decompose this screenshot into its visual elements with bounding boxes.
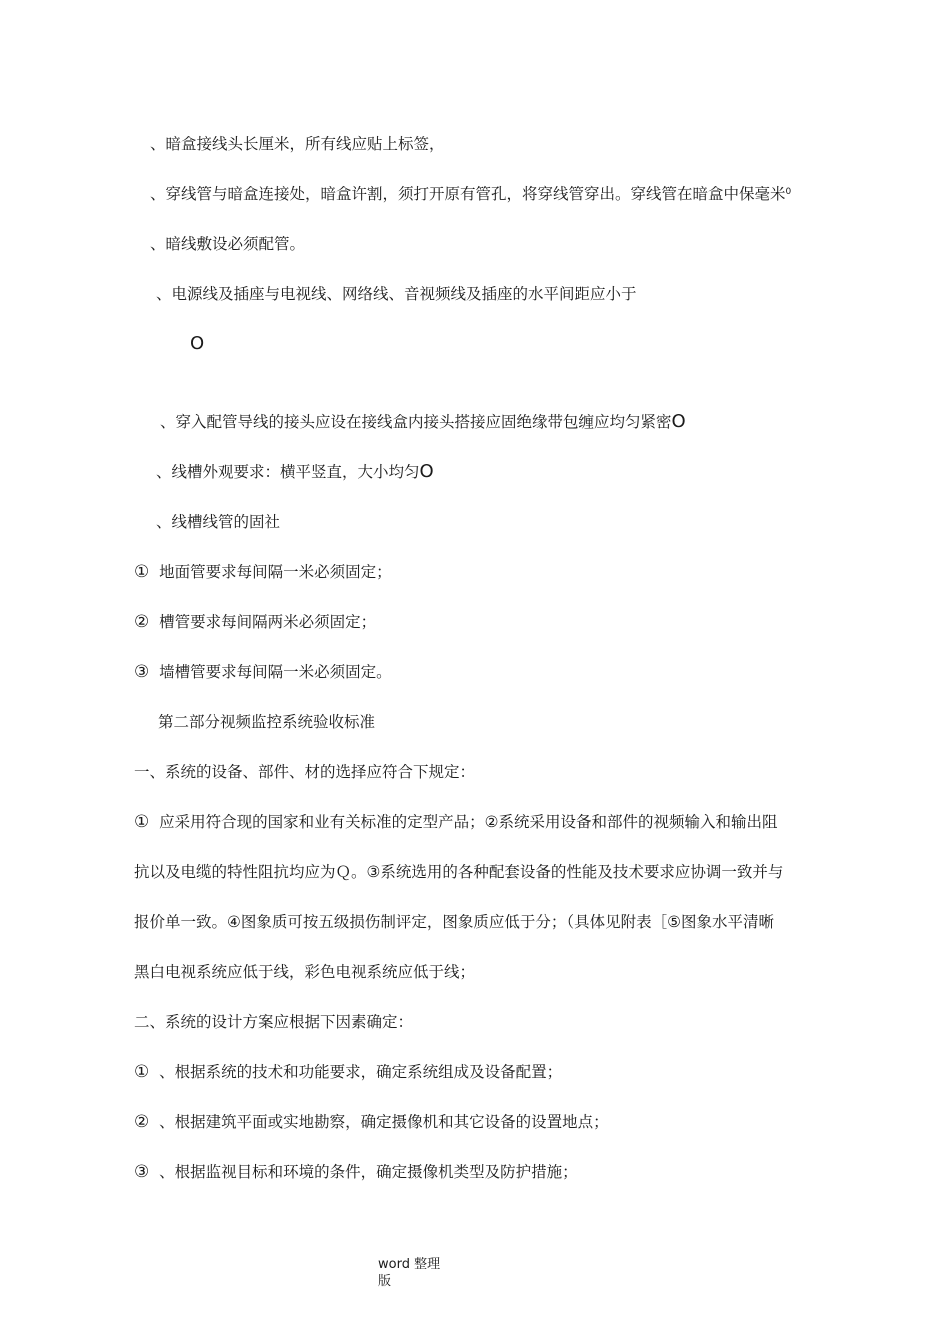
paragraph-line: 一、系统的设备、部件、材的选择应符合下规定： [134, 763, 476, 781]
section-heading: 第二部分视频监控系统验收标准 [158, 713, 376, 731]
list-item: ② 、根据建筑平面或实地勘察，确定摄像机和其它设备的设置地点； [134, 1112, 609, 1132]
list-item: ③ 、根据监视目标和环境的条件，确定摄像机类型及防护措施； [134, 1162, 578, 1182]
list-item: ③ 墙槽管要求每间隔一米必须固定。 [134, 662, 392, 682]
paragraph-line: ① 应采用符合现的国家和业有关标准的定型产品；②系统采用设备和部件的视频输入和输出阻 [134, 812, 778, 832]
list-item: ① 、根据系统的技术和功能要求，确定系统组成及设备配置； [134, 1062, 563, 1082]
list-number: ③ [134, 662, 150, 682]
paragraph-line: 、电源线及插座与电视线、网络线、音视频线及插座的水平间距应小于 [156, 285, 637, 303]
paragraph-line: 抗以及电缆的特性阻抗均应为Ｑ。③系统选用的各种配套设备的性能及技术要求应协调一致并与 [134, 863, 784, 881]
list-number: ③ [134, 1162, 150, 1182]
paragraph-line: 报价单一致。④图象质可按五级损伤制评定，图象质应低于分；（具体见附表［⑤图象水平清晰 [134, 913, 775, 931]
list-number: ① [134, 1062, 150, 1082]
list-item: ② 槽管要求每间隔两米必须固定； [134, 612, 377, 632]
list-item: ① 地面管要求每间隔一米必须固定； [134, 562, 392, 582]
list-number: ② [134, 1112, 150, 1132]
paragraph-line: 、线槽外观要求：横平竖直，大小均匀O [156, 461, 434, 482]
paragraph-line: 、暗线敷设必须配管。 [150, 235, 306, 253]
page-footer: word 整理 版 [378, 1257, 441, 1289]
paragraph-line: O [190, 333, 205, 354]
paragraph-line: 二、系统的设计方案应根据下因素确定： [134, 1013, 414, 1031]
paragraph-line: 、穿入配管导线的接头应设在接线盒内接头搭接应固绝缘带包缠应均匀紧密O [160, 411, 686, 432]
list-number: ① [134, 812, 150, 832]
paragraph-line: 、穿线管与暗盒连接处，暗盒许割，须打开原有管孔，将穿线管穿出。穿线管在暗盒中保毫米$^0$ [150, 185, 792, 203]
list-number: ① [134, 562, 150, 582]
paragraph-line: 、线槽线管的固社 [156, 513, 281, 531]
paragraph-line: 黑白电视系统应低于线，彩色电视系统应低于线； [134, 963, 476, 981]
paragraph-line: 、暗盒接线头长厘米，所有线应贴上标签， [150, 135, 445, 153]
list-number: ② [134, 612, 150, 632]
